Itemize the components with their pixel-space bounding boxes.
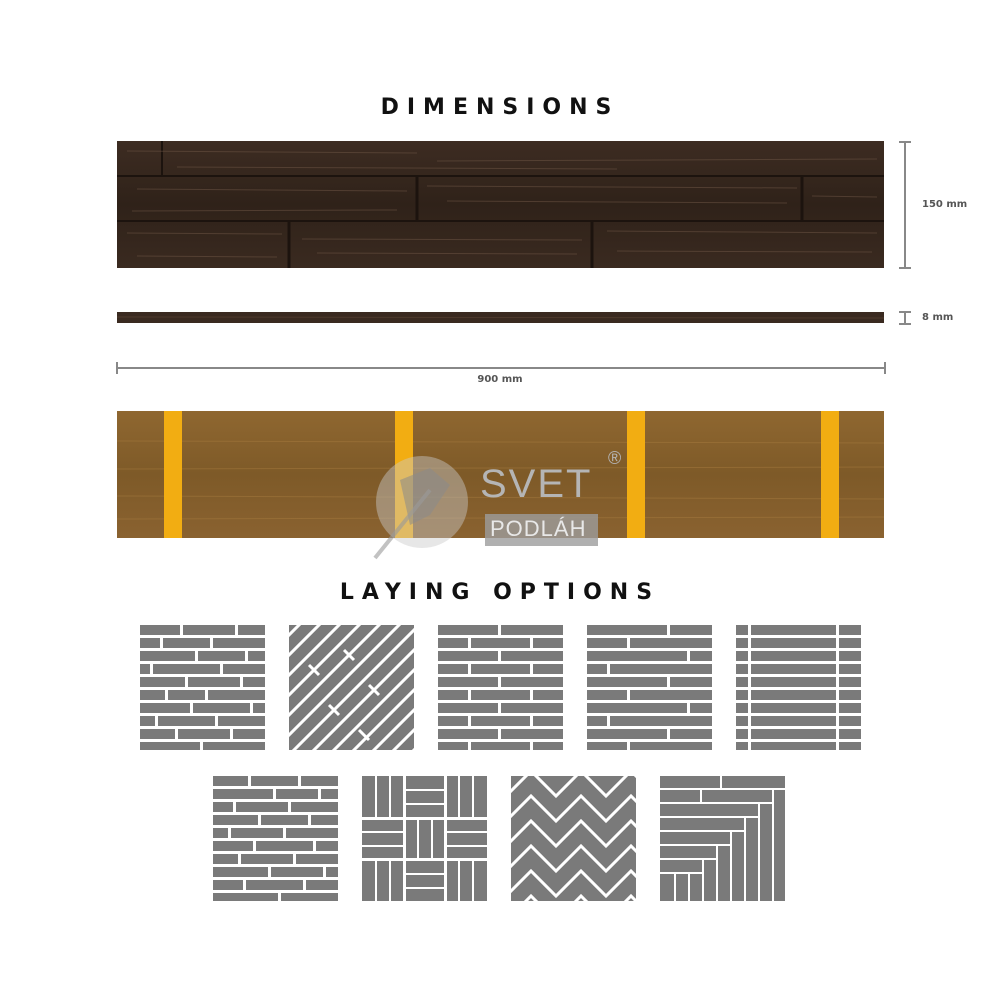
- thickness-label: 8 mm: [922, 312, 954, 323]
- logo-brand-top: SVET: [480, 462, 593, 506]
- svet-podlah-logo: [370, 440, 640, 565]
- height-label: 150 mm: [922, 199, 968, 210]
- straight-columns-icon: [736, 625, 861, 750]
- herringbone-icon: [511, 776, 636, 901]
- plank-face-image: [117, 141, 884, 268]
- logo-brand-bottom: PODLÁH: [490, 516, 587, 541]
- length-dimension-line: [116, 361, 886, 375]
- diagonal-stripes-icon: [289, 625, 414, 750]
- basket-weave-icon: [362, 776, 487, 901]
- brick-third-offset-icon: [587, 625, 712, 750]
- brick-half-offset-icon: [438, 625, 563, 750]
- brick-offset-random-icon: [140, 625, 265, 750]
- corner-frame-icon: [660, 776, 785, 901]
- brick-irregular-icon: [213, 776, 338, 901]
- height-dimension-line: [895, 141, 915, 269]
- thickness-dimension-line: [895, 311, 915, 325]
- laying-options-heading: LAYING OPTIONS: [339, 580, 661, 605]
- logo-registered-mark: ®: [608, 448, 622, 468]
- plank-edge-image: [117, 312, 884, 323]
- length-label: 900 mm: [477, 374, 523, 385]
- dimensions-heading: DIMENSIONS: [380, 95, 620, 120]
